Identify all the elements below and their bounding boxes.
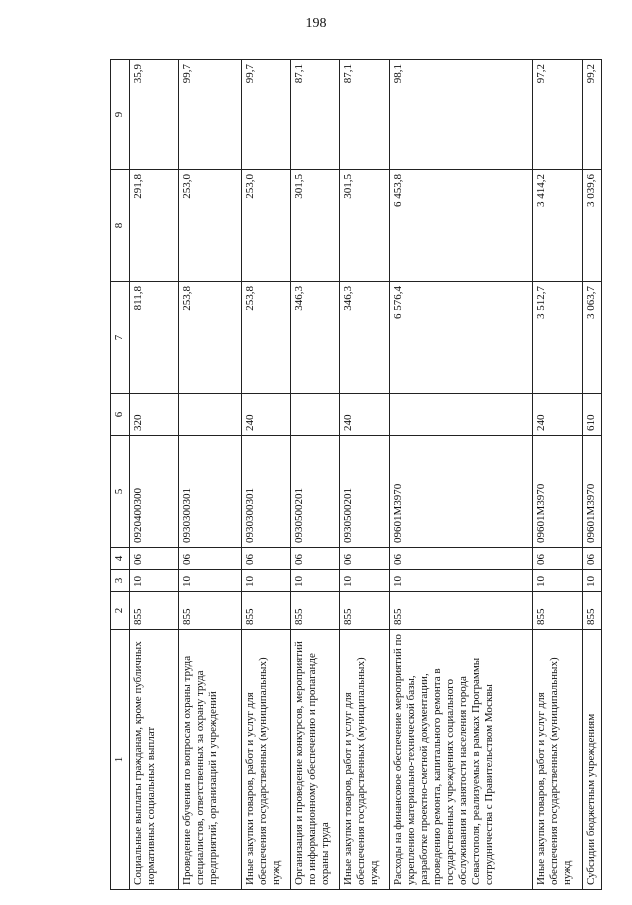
cell-c6: 240: [340, 394, 389, 436]
table-row: [241, 60, 290, 890]
cell-c5: 09601М3970: [533, 436, 582, 548]
table-row: [389, 60, 533, 890]
column-header: 9: [111, 60, 130, 170]
cell-c3: 10: [340, 570, 389, 592]
cell-c7: 6 576,4: [389, 282, 533, 394]
cell-c7: 3 512,7: [533, 282, 582, 394]
table-row: [582, 60, 601, 890]
cell-c3: 10: [179, 570, 241, 592]
cell-c4: 06: [582, 548, 601, 570]
column-header: 3: [111, 570, 130, 592]
row-name: Иные закупки товаров, работ и услуг для обеспечения государственных (муниципальных) нужд: [340, 630, 389, 890]
cell-c7: 811,8: [130, 282, 179, 394]
cell-c4: 06: [340, 548, 389, 570]
cell-c9: 97,2: [533, 60, 582, 170]
row-name: Иные закупки товаров, работ и услуг для обеспечения государственных (муниципальных) нужд: [241, 630, 290, 890]
column-header: 1: [111, 630, 130, 890]
cell-c4: 06: [533, 548, 582, 570]
cell-c7: 253,8: [241, 282, 290, 394]
cell-c6: 610: [582, 394, 601, 436]
cell-c4: 06: [130, 548, 179, 570]
cell-c6: 320: [130, 394, 179, 436]
cell-c9: 99,7: [241, 60, 290, 170]
cell-c5: 09601М3970: [582, 436, 601, 548]
cell-c9: 98,1: [389, 60, 533, 170]
cell-c5: 0930300301: [241, 436, 290, 548]
table-row: [340, 60, 389, 890]
row-name: Субсидии бюджетным учреждениям: [582, 630, 601, 890]
header-row: [111, 60, 130, 890]
cell-c8: 3 414,2: [533, 170, 582, 282]
row-name: Проведение обучения по вопросам охраны труда специалистов, ответственных за охрану труда предприятий, организаций и учреждений: [179, 630, 241, 890]
cell-c3: 10: [582, 570, 601, 592]
column-header: 6: [111, 394, 130, 436]
column-header: 5: [111, 436, 130, 548]
cell-c9: 87,1: [290, 60, 339, 170]
cell-c8: 6 453,8: [389, 170, 533, 282]
cell-c6: 240: [533, 394, 582, 436]
row-name: Организация и проведение конкурсов, мероприятий по информационному обеспечению и пропаганде охраны труда: [290, 630, 339, 890]
cell-c3: 10: [241, 570, 290, 592]
cell-c3: 10: [290, 570, 339, 592]
table-row: [130, 60, 179, 890]
cell-c8: 253,0: [241, 170, 290, 282]
column-header: 8: [111, 170, 130, 282]
cell-c2: 855: [130, 592, 179, 630]
cell-c9: 87,1: [340, 60, 389, 170]
cell-c4: 06: [241, 548, 290, 570]
cell-c5: 09601М3970: [389, 436, 533, 548]
cell-c3: 10: [389, 570, 533, 592]
cell-c8: 301,5: [340, 170, 389, 282]
cell-c5: 0930500201: [290, 436, 339, 548]
column-header: 7: [111, 282, 130, 394]
table-row: [290, 60, 339, 890]
cell-c5: 0920400300: [130, 436, 179, 548]
budget-table: [110, 59, 602, 890]
cell-c7: 346,3: [340, 282, 389, 394]
cell-c2: 855: [179, 592, 241, 630]
cell-c9: 35,9: [130, 60, 179, 170]
cell-c8: 253,0: [179, 170, 241, 282]
cell-c6: [179, 394, 241, 436]
row-name: Расходы на финансовое обеспечение мероприятий по укреплению материально-технической базы, разработке проектно-сметной документации, проведению ремонта, капитального ремонта в государственных учреждениях социального обслуживания и занятости населения города Севастополя, реализуемых в рамках Программы сотрудничества с Правительством Москвы: [389, 630, 533, 890]
cell-c2: 855: [389, 592, 533, 630]
row-name: Социальные выплаты гражданам, кроме публичных нормативных социальных выплат: [130, 630, 179, 890]
cell-c9: 99,2: [582, 60, 601, 170]
cell-c3: 10: [130, 570, 179, 592]
cell-c6: [389, 394, 533, 436]
cell-c8: 301,5: [290, 170, 339, 282]
cell-c6: [290, 394, 339, 436]
cell-c7: 346,3: [290, 282, 339, 394]
cell-c2: 855: [290, 592, 339, 630]
table-row: [533, 60, 582, 890]
cell-c2: 855: [533, 592, 582, 630]
cell-c4: 06: [290, 548, 339, 570]
cell-c8: 3 039,6: [582, 170, 601, 282]
cell-c8: 291,8: [130, 170, 179, 282]
rotated-table-container: [110, 60, 602, 890]
cell-c2: 855: [582, 592, 601, 630]
cell-c5: 0930500201: [340, 436, 389, 548]
page-number: 198: [305, 16, 327, 31]
column-header: 2: [111, 592, 130, 630]
cell-c2: 855: [340, 592, 389, 630]
row-name: Иные закупки товаров, работ и услуг для обеспечения государственных (муниципальных) нужд: [533, 630, 582, 890]
cell-c6: 240: [241, 394, 290, 436]
cell-c3: 10: [533, 570, 582, 592]
cell-c4: 06: [179, 548, 241, 570]
cell-c4: 06: [389, 548, 533, 570]
column-header: 4: [111, 548, 130, 570]
cell-c7: 253,8: [179, 282, 241, 394]
cell-c7: 3 063,7: [582, 282, 601, 394]
cell-c2: 855: [241, 592, 290, 630]
cell-c5: 0930300301: [179, 436, 241, 548]
table-row: [179, 60, 241, 890]
cell-c9: 99,7: [179, 60, 241, 170]
